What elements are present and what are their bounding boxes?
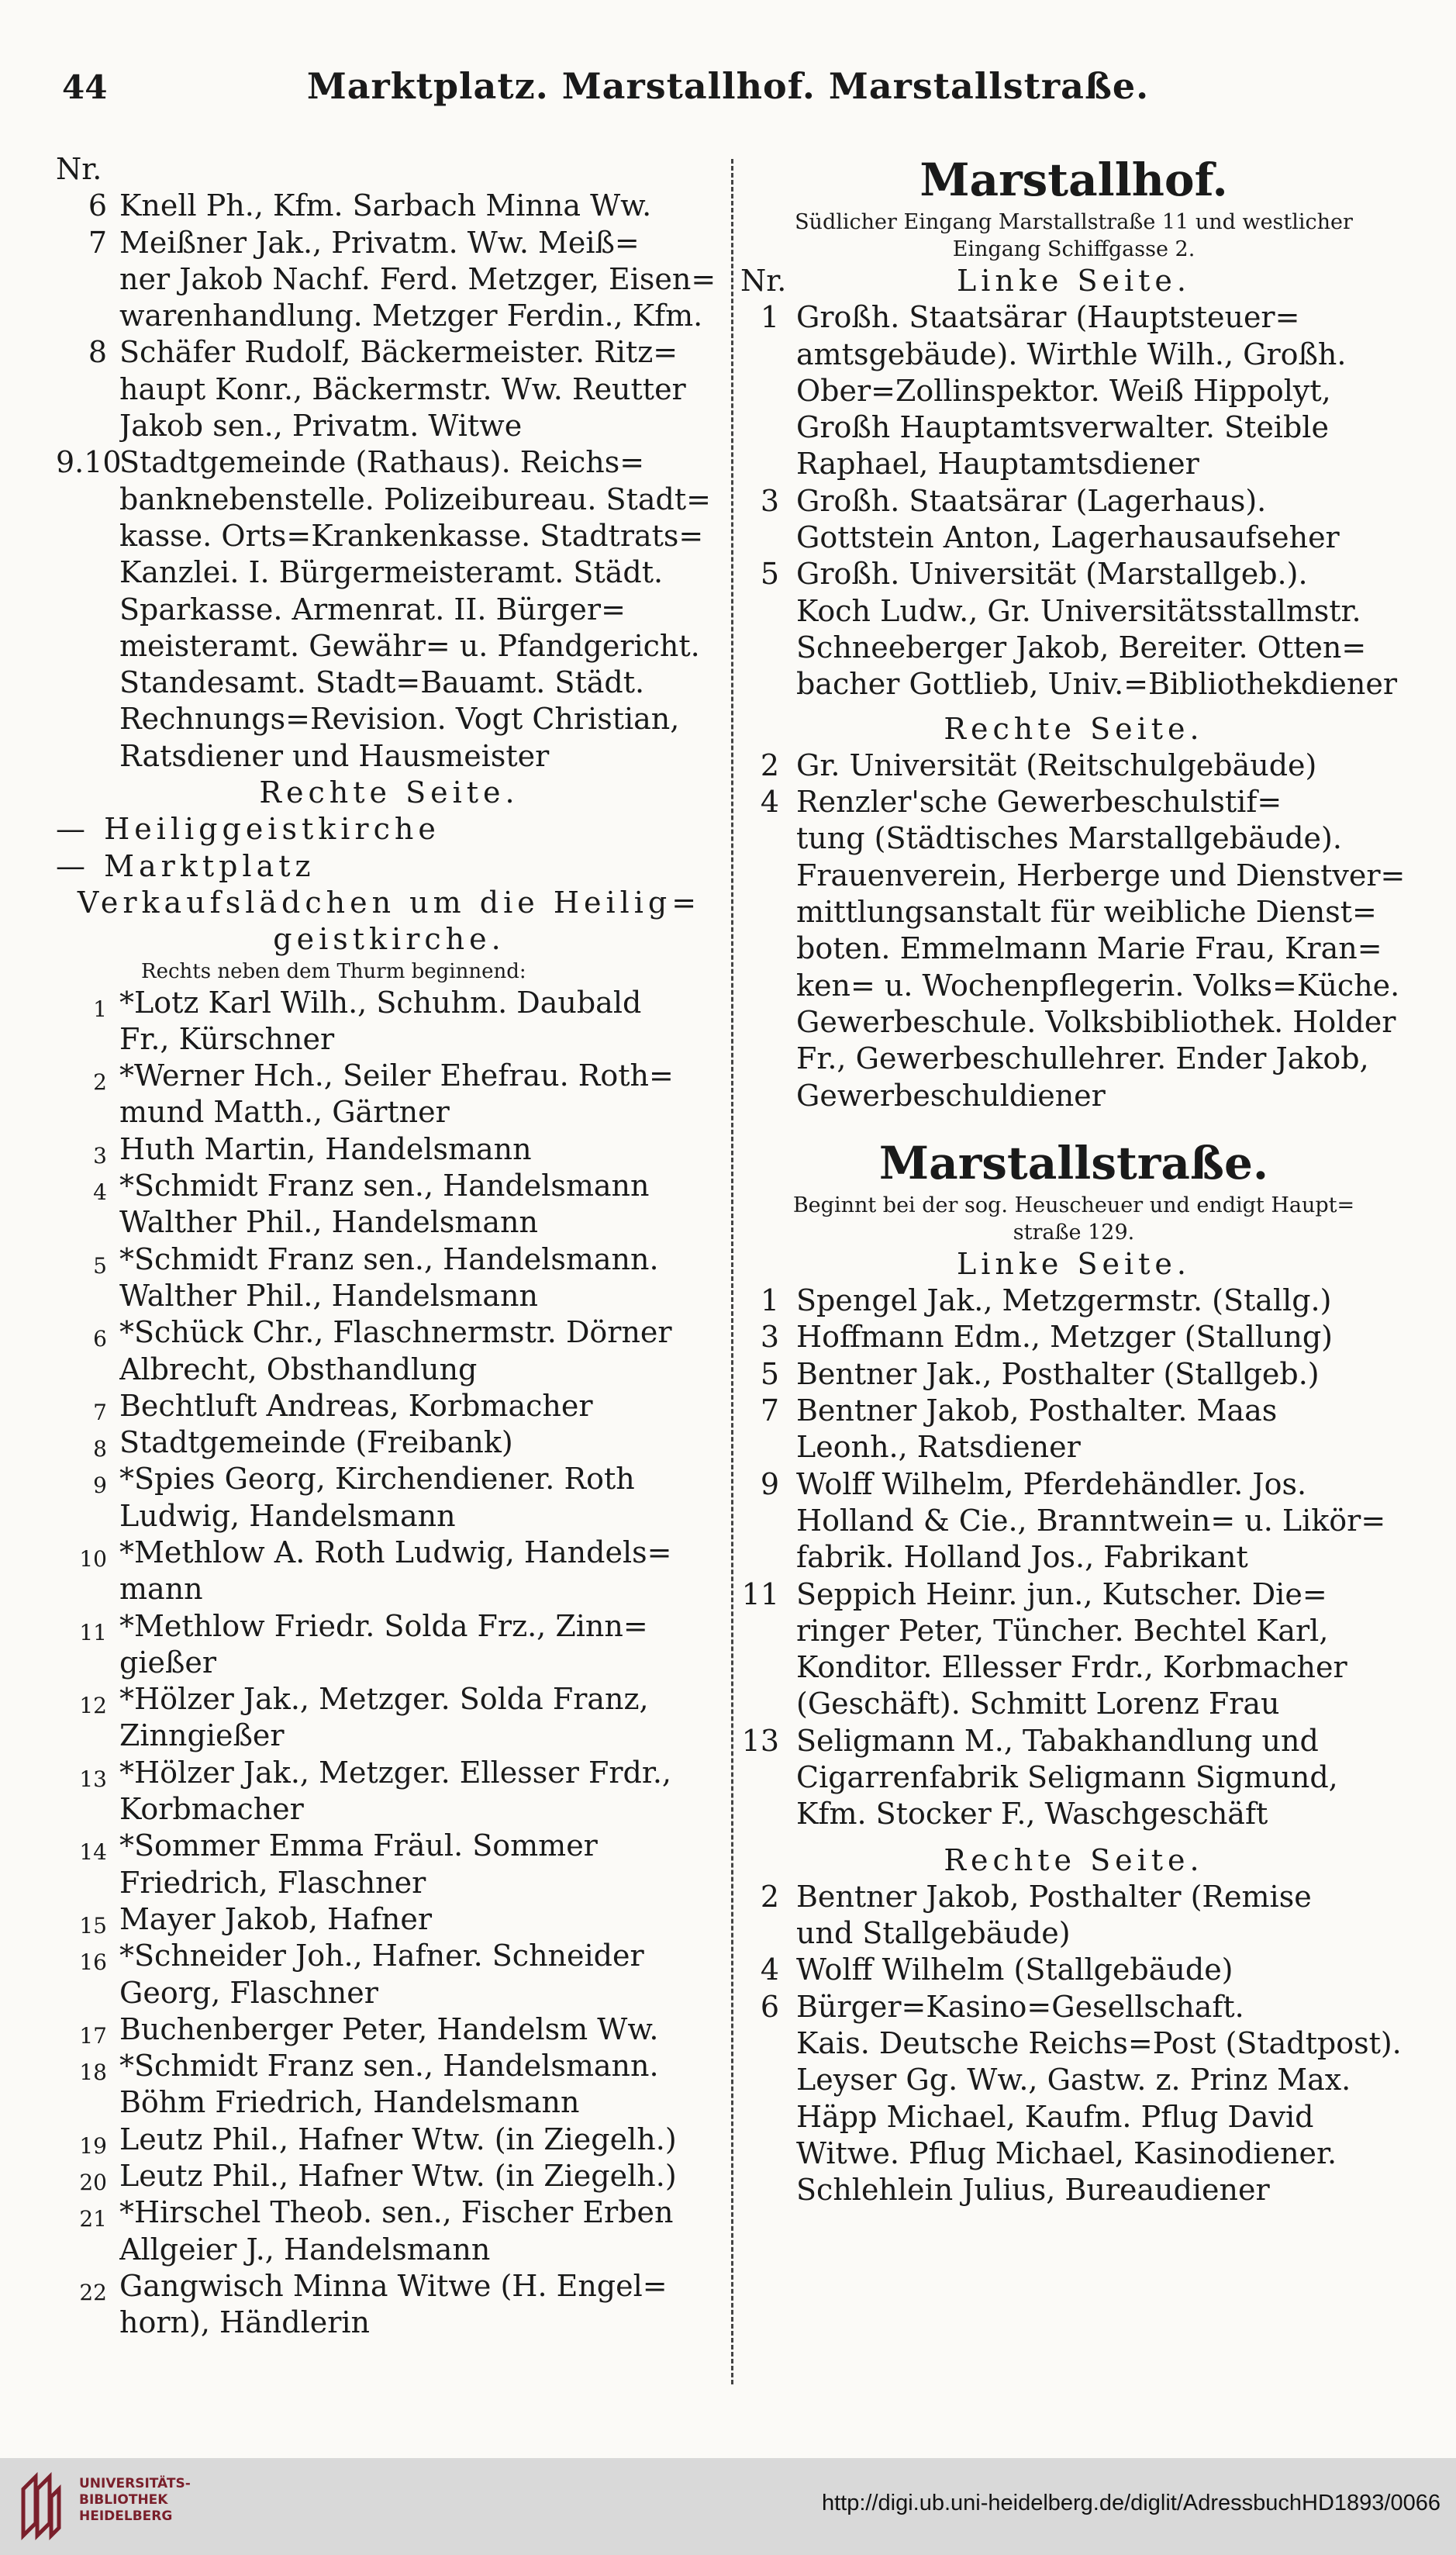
directory-entry	[56, 1424, 723, 1461]
entry-text	[740, 483, 1407, 557]
entry-line: Leutz Phil., Hafner Wtw. (in Ziegelh.)	[119, 2122, 677, 2156]
entry-line: warenhandlung. Metzger Ferdin., Kfm.	[119, 299, 703, 333]
entry-line: Frauenverein, Herberge und Dienstver=	[796, 858, 1406, 893]
entry-line: Holland & Cie., Branntwein= u. Likör=	[796, 1503, 1386, 1538]
stalls-heading-line: geistkirche.	[273, 922, 505, 957]
note-line: straße 129.	[1013, 1220, 1135, 1245]
entry-line: Sparkasse. Armenrat. II. Bürger=	[119, 592, 626, 627]
entry-line: Leyser Gg. Ww., Gastw. z. Prinz Max.	[796, 2063, 1351, 2098]
entry-text	[56, 1938, 723, 2011]
entry-line: Cigarrenfabrik Seligmann Sigmund,	[796, 1759, 1338, 1794]
entry-number: 9	[760, 1466, 779, 1501]
directory-entry	[740, 1283, 1407, 1319]
directory-entry	[740, 556, 1407, 703]
directory-entry	[56, 1058, 723, 1131]
entry-line: Jakob sen., Privatm. Witwe	[119, 409, 523, 444]
entry-text	[56, 1388, 723, 1424]
entry-line: *Spies Georg, Kirchendiener. Roth	[119, 1462, 635, 1497]
directory-entry	[56, 1608, 723, 1682]
entry-line: Raphael, Hauptamtsdiener	[796, 447, 1199, 482]
nr-label-right: Nr.	[740, 264, 787, 298]
marstallstrasse-right-entries	[740, 1879, 1407, 2209]
entry-number: 13	[741, 1723, 779, 1758]
entry-line: Fr., Gewerbeschullehrer. Ender Jakob,	[796, 1041, 1369, 1076]
entry-line: Ratsdiener und Hausmeister	[119, 738, 550, 773]
entry-number: 1	[760, 1283, 779, 1318]
entry-line: Koch Ludw., Gr. Universitätsstallmstr.	[796, 593, 1361, 628]
entry-text	[56, 2194, 723, 2268]
entry-line: *Schmidt Franz sen., Handelsmann	[119, 1169, 650, 1203]
entry-line: banknebenstelle. Polizeibureau. Stadt=	[119, 482, 711, 516]
directory-entry	[740, 1576, 1407, 1723]
entry-line: Häpp Michael, Kaufm. Pflug David	[796, 2099, 1314, 2134]
entries-top	[56, 188, 723, 775]
entry-line: Allgeier J., Handelsmann	[119, 2232, 491, 2267]
entry-text	[740, 748, 1407, 784]
entry-text	[56, 188, 723, 224]
right-column	[740, 151, 1407, 2209]
entry-line: Konditor. Ellesser Frdr., Korbmacher	[796, 1650, 1347, 1685]
entry-line: *Methlow A. Roth Ludwig, Handels=	[119, 1535, 672, 1569]
entry-number: 9	[93, 1473, 107, 1499]
marstallstrasse-rechte-seite: Rechte Seite.	[944, 1842, 1204, 1877]
directory-entry	[56, 985, 723, 1058]
entry-number: 6	[760, 1989, 779, 2024]
entry-text	[56, 334, 723, 444]
entry-text	[740, 556, 1407, 703]
entry-text	[56, 985, 723, 1058]
entry-line: Albrecht, Obsthandlung	[119, 1352, 478, 1386]
entry-line: Zinngießer	[119, 1718, 285, 1753]
entry-line: meisteramt. Gewähr= u. Pfandgericht.	[119, 628, 700, 663]
entry-line: Gottstein Anton, Lagerhausaufseher	[796, 520, 1340, 555]
entry-number: 6	[88, 188, 107, 223]
entry-line: (Geschäft). Schmitt Lorenz Frau	[796, 1687, 1280, 1721]
directory-entry	[56, 1388, 723, 1424]
entry-line: Meißner Jak., Privatm. Ww. Meiß=	[119, 225, 640, 260]
entry-text	[740, 1576, 1407, 1723]
entry-text	[740, 1356, 1407, 1393]
entry-number: 1	[93, 996, 107, 1022]
marstallstrasse-left-entries	[740, 1283, 1407, 1832]
entry-line: Georg, Flaschner	[119, 1975, 378, 2010]
directory-entry	[56, 1828, 723, 1901]
directory-entry	[56, 188, 723, 224]
directory-entry	[56, 2158, 723, 2194]
directory-entry	[740, 483, 1407, 557]
directory-entry	[740, 1879, 1407, 1953]
entry-line: Knell Ph., Kfm. Sarbach Minna Ww.	[119, 188, 652, 223]
entry-line: ringer Peter, Tüncher. Bechtel Karl,	[796, 1613, 1329, 1648]
entry-text	[740, 1879, 1407, 1953]
entry-line: Kanzlei. I. Bürgermeisteramt. Städt.	[119, 555, 664, 590]
entry-line: Huth Martin, Handelsmann	[119, 1131, 532, 1166]
entry-line: Großh Hauptamtsverwalter. Steible	[796, 410, 1329, 445]
entry-line: Böhm Friedrich, Handelsmann	[119, 2085, 580, 2120]
entry-line: *Sommer Emma Fräul. Sommer	[119, 1828, 598, 1863]
marstallhof-right-entries	[740, 748, 1407, 1114]
directory-entry	[740, 1989, 1407, 2209]
marstallstrasse-note	[740, 1192, 1407, 1246]
entry-number: 7	[760, 1393, 779, 1428]
marstallhof-rechte-seite: Rechte Seite.	[944, 711, 1204, 746]
entry-number: 3	[760, 1320, 779, 1355]
directory-entry	[56, 1131, 723, 1168]
entry-line: *Hölzer Jak., Metzger. Ellesser Frdr.,	[119, 1755, 671, 1790]
entry-text	[740, 1466, 1407, 1576]
note-line: Südlicher Eingang Marstallstraße 11 und westlicher	[795, 210, 1353, 234]
directory-entry	[740, 1723, 1407, 1833]
entry-text	[56, 444, 723, 775]
entry-text	[56, 1131, 723, 1168]
entry-number: 8	[93, 1436, 107, 1462]
library-logo-text[interactable]	[79, 2476, 191, 2525]
entry-number: 10	[79, 1545, 107, 1572]
entry-text	[56, 1681, 723, 1755]
rechte-seite-heading: Rechte Seite.	[259, 775, 519, 810]
entry-line: Ludwig, Handelsmann	[119, 1498, 456, 1533]
entry-line: Witwe. Pflug Michael, Kasinodiener.	[796, 2135, 1337, 2170]
entry-number: 13	[79, 1766, 107, 1792]
entry-number: 18	[79, 2060, 107, 2086]
directory-entry	[740, 1952, 1407, 1988]
entry-line: *Hirschel Theob. sen., Fischer Erben	[119, 2195, 674, 2230]
entry-number: 2	[760, 1879, 779, 1914]
entry-text	[56, 2048, 723, 2122]
entry-line: Leutz Phil., Hafner Wtw. (in Ziegelh.)	[119, 2159, 677, 2194]
entry-number: 7	[93, 1399, 107, 1425]
marstallhof-subhead-row	[740, 263, 1407, 299]
entry-text	[56, 2158, 723, 2194]
entry-number: 17	[79, 2022, 107, 2049]
directory-entry	[740, 1356, 1407, 1393]
page-number: 44	[62, 68, 108, 106]
source-url-link[interactable]: http://digi.ub.uni-heidelberg.de/diglit/AdressbuchHD1893/0066	[821, 2491, 1440, 2515]
entry-line: bacher Gottlieb, Univ.=Bibliothekdiener	[796, 667, 1397, 702]
entry-line: Großh. Universität (Marstallgeb.).	[796, 557, 1308, 592]
entry-number: 6	[93, 1326, 107, 1352]
entry-line: Hoffmann Edm., Metzger (Stallung)	[796, 1320, 1333, 1355]
entry-line: fabrik. Holland Jos., Fabrikant	[796, 1540, 1248, 1575]
entry-number: 5	[93, 1252, 107, 1279]
entry-line: tung (Städtisches Marstallgebäude).	[796, 821, 1342, 856]
entry-line: ken= u. Wochenpflegerin. Volks=Küche.	[796, 968, 1400, 1003]
entry-line: Schlehlein Julius, Bureaudiener	[796, 2173, 1270, 2208]
nr-label: Nr.	[56, 152, 102, 186]
entry-line: amtsgebäude). Wirthle Wilh., Großh.	[796, 337, 1347, 371]
dash-item: — Heiliggeistkirche	[56, 812, 440, 847]
entry-number: 1	[760, 300, 779, 335]
entry-number: 7	[88, 225, 107, 260]
logo-text-line: BIBLIOTHEK	[79, 2492, 168, 2508]
entry-line: Kfm. Stocker F., Waschgeschäft	[796, 1797, 1268, 1832]
entry-line: Wolff Wilhelm (Stallgebäude)	[796, 1953, 1233, 1987]
entry-line: Walther Phil., Handelsmann	[119, 1278, 538, 1313]
entry-line: ner Jakob Nachf. Ferd. Metzger, Eisen=	[119, 261, 716, 296]
directory-entry	[740, 784, 1407, 1114]
entry-line: Renzler'sche Gewerbeschulstif=	[796, 785, 1282, 820]
entry-line: Bentner Jakob, Posthalter (Remise	[796, 1879, 1312, 1914]
entry-line: *Methlow Friedr. Solda Frz., Zinn=	[119, 1608, 648, 1643]
entry-number: 22	[79, 2279, 107, 2305]
entry-number: 2	[93, 1069, 107, 1096]
directory-entry	[56, 1755, 723, 1828]
directory-entry	[56, 2194, 723, 2268]
left-column	[56, 151, 723, 2342]
entry-number: 4	[760, 785, 779, 820]
entry-text	[56, 1461, 723, 1535]
entry-number: 15	[79, 1912, 107, 1939]
entry-number: 9.10	[56, 445, 122, 480]
entry-line: *Schmidt Franz sen., Handelsmann.	[119, 1241, 659, 1276]
entry-text	[740, 1393, 1407, 1466]
entry-line: Großh. Staatsärar (Lagerhaus).	[796, 483, 1267, 518]
entry-line: und Stallgebäude)	[796, 1916, 1071, 1951]
entry-text	[56, 1168, 723, 1241]
entry-text	[740, 784, 1407, 1114]
entry-line: Ober=Zollinspektor. Weiß Hippolyt,	[796, 373, 1331, 408]
entry-text	[740, 1952, 1407, 1988]
directory-entry	[56, 2048, 723, 2122]
directory-entry	[740, 299, 1407, 482]
entry-number: 3	[760, 483, 779, 518]
entry-text	[56, 1901, 723, 1938]
entry-line: kasse. Orts=Krankenkasse. Stadtrats=	[119, 518, 704, 553]
entry-line: Seligmann M., Tabakhandlung und	[796, 1723, 1319, 1758]
entry-line: Stadtgemeinde (Rathaus). Reichs=	[119, 445, 645, 480]
entry-text	[56, 1535, 723, 1608]
marstallhof-note	[740, 209, 1407, 263]
entry-number: 5	[760, 1356, 779, 1391]
entry-line: mittlungsanstalt für weibliche Dienst=	[796, 895, 1377, 930]
note-line: Eingang Schiffgasse 2.	[952, 237, 1196, 261]
entry-text	[740, 1723, 1407, 1833]
entry-number: 11	[79, 1619, 107, 1645]
directory-entry	[56, 1168, 723, 1241]
entry-line: Bentner Jakob, Posthalter. Maas	[796, 1393, 1278, 1428]
marstallhof-title: Marstallhof.	[919, 154, 1228, 206]
entry-line: Leonh., Ratsdiener	[796, 1430, 1081, 1465]
entry-text	[740, 1283, 1407, 1319]
entry-line: Schneeberger Jakob, Bereiter. Otten=	[796, 630, 1367, 665]
entry-number: 3	[93, 1142, 107, 1169]
directory-entry	[740, 748, 1407, 784]
directory-entry	[56, 1241, 723, 1315]
entry-line: *Schneider Joh., Hafner. Schneider	[119, 1939, 644, 1973]
marstallhof-left-entries	[740, 299, 1407, 703]
entry-line: Friedrich, Flaschner	[119, 1865, 426, 1900]
dash-items	[56, 811, 723, 885]
entry-line: Großh. Staatsärar (Hauptsteuer=	[796, 300, 1300, 335]
entry-number: 19	[79, 2132, 107, 2159]
entry-line: Bentner Jak., Posthalter (Stallgeb.)	[796, 1356, 1320, 1391]
entry-line: *Werner Hch., Seiler Ehefrau. Roth=	[119, 1058, 674, 1093]
entry-line: boten. Emmelmann Marie Frau, Kran=	[796, 931, 1382, 966]
entry-text	[740, 1989, 1407, 2209]
entry-line: Fr., Kürschner	[119, 1021, 335, 1056]
entry-line: horn), Händlerin	[119, 2305, 370, 2340]
entry-number: 12	[79, 1693, 107, 1719]
marstallstrasse-title: Marstallstraße.	[878, 1136, 1269, 1189]
entry-line: Schäfer Rudolf, Bäckermeister. Ritz=	[119, 335, 678, 370]
entry-text	[56, 1058, 723, 1131]
entry-line: gießer	[119, 1645, 217, 1680]
entry-number: 4	[93, 1179, 107, 1206]
entry-number: 21	[79, 2206, 107, 2232]
entry-number: 4	[760, 1953, 779, 1987]
directory-entry	[740, 1319, 1407, 1355]
entry-number: 8	[88, 335, 107, 370]
entry-line: mund Matth., Gärtner	[119, 1095, 450, 1130]
directory-entry	[56, 2122, 723, 2158]
entry-line: *Lotz Karl Wilh., Schuhm. Daubald	[119, 985, 642, 1020]
entry-number: 14	[79, 1839, 107, 1866]
entry-line: Wolff Wilhelm, Pferdehändler. Jos.	[796, 1466, 1307, 1501]
directory-entry	[56, 1938, 723, 2011]
column-divider	[731, 159, 733, 2384]
entry-number: 11	[741, 1576, 779, 1611]
entry-text	[740, 1319, 1407, 1355]
entry-text	[56, 1241, 723, 1315]
entry-text	[56, 1608, 723, 1682]
entry-line: Korbmacher	[119, 1792, 304, 1827]
dash-item: — Marktplatz	[56, 848, 316, 883]
stalls-note: Rechts neben dem Thurm beginnend:	[141, 959, 526, 983]
entry-line: *Schmidt Franz sen., Handelsmann.	[119, 2049, 659, 2084]
directory-entry	[56, 1681, 723, 1755]
stalls-heading	[56, 885, 723, 958]
entry-line: mann	[119, 1572, 203, 1607]
logo-text-line: HEIDELBERG	[79, 2508, 173, 2524]
entry-line: *Hölzer Jak., Metzger. Solda Franz,	[119, 1682, 649, 1717]
entry-text	[56, 225, 723, 335]
directory-entry	[56, 1901, 723, 1938]
directory-entry	[56, 444, 723, 775]
entry-text	[56, 1828, 723, 1901]
entry-line: Spengel Jak., Metzgermstr. (Stallg.)	[796, 1283, 1332, 1318]
entry-text	[56, 1424, 723, 1461]
entry-line: Stadtgemeinde (Freibank)	[119, 1425, 513, 1460]
directory-entry	[56, 1535, 723, 1608]
entries-stalls	[56, 985, 723, 2342]
entry-text	[740, 299, 1407, 482]
stalls-heading-line: Verkaufslädchen um die Heilig=	[77, 885, 702, 920]
directory-entry	[56, 2011, 723, 2048]
entry-text	[56, 1314, 723, 1388]
entry-text	[56, 2011, 723, 2048]
library-logo-icon[interactable]	[17, 2466, 62, 2543]
entry-text	[56, 2268, 723, 2342]
entry-number: 5	[760, 557, 779, 592]
entry-line: Gewerbeschule. Volksbibliothek. Holder	[796, 1004, 1396, 1039]
entry-number: 16	[79, 1949, 107, 1976]
entry-line: Standesamt. Stadt=Bauamt. Städt.	[119, 665, 645, 700]
entry-number: 2	[760, 748, 779, 782]
directory-entry	[56, 2268, 723, 2342]
entry-text	[56, 2122, 723, 2158]
directory-entry	[56, 334, 723, 444]
entry-line: Gewerbeschuldiener	[796, 1078, 1106, 1113]
page-title: Marktplatz. Marstallhof. Marstallstraße.	[306, 65, 1150, 107]
entry-line: Buchenberger Peter, Handelsm Ww.	[119, 2011, 659, 2046]
entry-text	[56, 1755, 723, 1828]
directory-entry	[56, 225, 723, 335]
entry-line: haupt Konr., Bäckermstr. Ww. Reutter	[119, 371, 686, 406]
entry-line: Seppich Heinr. jun., Kutscher. Die=	[796, 1576, 1327, 1611]
entry-line: Mayer Jakob, Hafner	[119, 1901, 433, 1936]
marstallstrasse-linke-seite: Linke Seite.	[957, 1246, 1191, 1281]
entry-line: Rechnungs=Revision. Vogt Christian,	[119, 702, 680, 737]
directory-entry	[740, 1393, 1407, 1466]
directory-entry	[56, 1461, 723, 1535]
entry-line: *Schück Chr., Flaschnermstr. Dörner	[119, 1315, 672, 1350]
linke-seite-heading: Linke Seite.	[957, 264, 1191, 298]
entry-line: Bürger=Kasino=Gesellschaft.	[796, 1989, 1244, 2024]
entry-line: Gr. Universität (Reitschulgebäude)	[796, 748, 1317, 782]
entry-line: Walther Phil., Handelsmann	[119, 1205, 538, 1240]
entry-line: Gangwisch Minna Witwe (H. Engel=	[119, 2268, 668, 2303]
logo-text-line: UNIVERSITÄTS-	[79, 2476, 191, 2491]
entry-line: Kais. Deutsche Reichs=Post (Stadtpost).	[796, 2026, 1402, 2061]
directory-entry	[740, 1466, 1407, 1576]
entry-line: Bechtluft Andreas, Korbmacher	[119, 1388, 593, 1423]
directory-entry	[56, 1314, 723, 1388]
note-line: Beginnt bei der sog. Heuscheuer und endigt Haupt=	[792, 1193, 1355, 1217]
entry-number: 20	[79, 2170, 107, 2196]
